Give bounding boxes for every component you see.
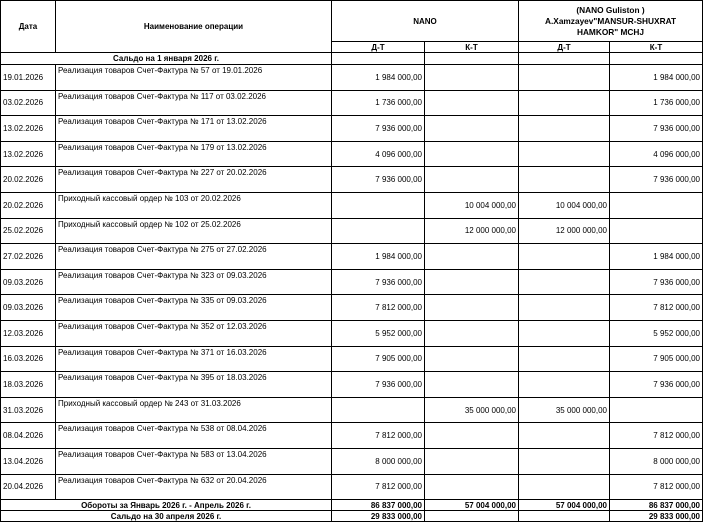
row-operation: Приходный кассовый ордер № 103 от 20.02.2026 [56, 192, 332, 218]
row-date: 08.04.2026 [1, 423, 56, 449]
row-partner-dt [519, 474, 610, 500]
row-partner-dt [519, 423, 610, 449]
row-partner-kt: 1 984 000,00 [610, 244, 703, 270]
table-row [1, 474, 703, 500]
row-partner-dt [519, 116, 610, 142]
table-row [1, 295, 703, 321]
row-partner-dt [519, 320, 610, 346]
row-company-kt [425, 423, 519, 449]
row-partner-kt: 7 812 000,00 [610, 474, 703, 500]
row-date: 03.02.2026 [1, 90, 56, 116]
row-company-dt: 7 812 000,00 [332, 295, 425, 321]
row-date: 31.03.2026 [1, 397, 56, 423]
row-company-kt [425, 269, 519, 295]
row-company-dt [332, 192, 425, 218]
row-company-kt [425, 346, 519, 372]
row-date: 20.02.2026 [1, 192, 56, 218]
row-operation: Реализация товаров Счет-Фактура № 275 от 27.02.2026 [56, 244, 332, 270]
table-row [1, 346, 703, 372]
row-date: 20.02.2026 [1, 167, 56, 193]
row-partner-kt: 7 936 000,00 [610, 167, 703, 193]
table-row [1, 320, 703, 346]
company-header: NANO [332, 1, 519, 42]
row-partner-kt: 7 812 000,00 [610, 423, 703, 449]
row-operation: Приходный кассовый ордер № 243 от 31.03.2026 [56, 397, 332, 423]
closing-company-dt: 29 833 000,00 [332, 511, 425, 522]
row-company-dt: 7 812 000,00 [332, 423, 425, 449]
row-date: 13.02.2026 [1, 116, 56, 142]
table-row [1, 141, 703, 167]
closing-balance-label: Сальдо на 30 апреля 2026 г. [1, 511, 332, 522]
row-partner-dt [519, 90, 610, 116]
row-company-dt: 5 952 000,00 [332, 320, 425, 346]
row-company-kt [425, 448, 519, 474]
row-operation: Реализация товаров Счет-Фактура № 117 от 03.02.2026 [56, 90, 332, 116]
row-company-dt: 1 736 000,00 [332, 90, 425, 116]
operation-header: Наименование операции [56, 1, 332, 53]
row-operation: Реализация товаров Счет-Фактура № 583 от 13.04.2026 [56, 448, 332, 474]
row-partner-kt: 1 984 000,00 [610, 65, 703, 91]
row-operation: Реализация товаров Счет-Фактура № 632 от 20.04.2026 [56, 474, 332, 500]
row-partner-dt [519, 269, 610, 295]
row-operation: Реализация товаров Счет-Фактура № 227 от 20.02.2026 [56, 167, 332, 193]
table-row [1, 218, 703, 244]
row-company-dt [332, 397, 425, 423]
row-company-kt: 10 004 000,00 [425, 192, 519, 218]
row-company-kt [425, 167, 519, 193]
table-row [1, 90, 703, 116]
row-operation: Реализация товаров Счет-Фактура № 395 от 18.03.2026 [56, 372, 332, 398]
row-company-dt [332, 218, 425, 244]
row-company-kt [425, 65, 519, 91]
table-row [1, 244, 703, 270]
row-partner-dt [519, 167, 610, 193]
row-partner-dt [519, 65, 610, 91]
partner-header [519, 1, 703, 42]
row-operation: Реализация товаров Счет-Фактура № 57 от 19.01.2026 [56, 65, 332, 91]
row-partner-dt [519, 141, 610, 167]
company-kt-header: К-Т [425, 42, 519, 53]
row-partner-kt: 7 936 000,00 [610, 372, 703, 398]
row-company-kt [425, 141, 519, 167]
partner-kt-header: К-Т [610, 42, 703, 53]
row-date: 16.03.2026 [1, 346, 56, 372]
row-partner-dt [519, 295, 610, 321]
closing-partner-kt: 29 833 000,00 [610, 511, 703, 522]
table-row [1, 192, 703, 218]
row-company-dt: 7 936 000,00 [332, 269, 425, 295]
row-date: 13.04.2026 [1, 448, 56, 474]
table-row [1, 372, 703, 398]
table-row [1, 423, 703, 449]
row-partner-kt [610, 192, 703, 218]
row-company-kt [425, 90, 519, 116]
turnover-partner-kt: 86 837 000,00 [610, 500, 703, 511]
row-company-kt [425, 320, 519, 346]
row-partner-kt: 7 936 000,00 [610, 116, 703, 142]
header-row [1, 1, 703, 42]
row-company-dt: 7 936 000,00 [332, 116, 425, 142]
turnover-company-kt: 57 004 000,00 [425, 500, 519, 511]
row-partner-kt: 7 905 000,00 [610, 346, 703, 372]
row-partner-dt: 12 000 000,00 [519, 218, 610, 244]
row-company-dt: 7 936 000,00 [332, 372, 425, 398]
row-company-dt: 7 812 000,00 [332, 474, 425, 500]
row-partner-dt [519, 372, 610, 398]
table-row [1, 167, 703, 193]
turnover-row [1, 500, 703, 511]
row-company-kt [425, 474, 519, 500]
opening-balance-row [1, 53, 703, 65]
row-company-dt: 7 936 000,00 [332, 167, 425, 193]
row-partner-kt: 1 736 000,00 [610, 90, 703, 116]
date-header: Дата [1, 1, 56, 53]
row-operation: Реализация товаров Счет-Фактура № 352 от 12.03.2026 [56, 320, 332, 346]
table-row [1, 116, 703, 142]
partner-dt-header: Д-Т [519, 42, 610, 53]
row-operation: Реализация товаров Счет-Фактура № 538 от 08.04.2026 [56, 423, 332, 449]
row-partner-kt: 7 812 000,00 [610, 295, 703, 321]
row-partner-kt: 4 096 000,00 [610, 141, 703, 167]
opening-balance-label: Сальдо на 1 января 2026 г. [1, 53, 332, 65]
row-operation: Реализация товаров Счет-Фактура № 371 от 16.03.2026 [56, 346, 332, 372]
row-company-dt: 1 984 000,00 [332, 244, 425, 270]
row-partner-kt: 7 936 000,00 [610, 269, 703, 295]
row-partner-kt [610, 218, 703, 244]
row-partner-dt: 10 004 000,00 [519, 192, 610, 218]
row-partner-dt [519, 244, 610, 270]
table-row [1, 397, 703, 423]
company-dt-header: Д-Т [332, 42, 425, 53]
row-partner-dt: 35 000 000,00 [519, 397, 610, 423]
row-date: 18.03.2026 [1, 372, 56, 398]
row-partner-dt [519, 448, 610, 474]
row-operation: Реализация товаров Счет-Фактура № 335 от 09.03.2026 [56, 295, 332, 321]
row-partner-dt [519, 346, 610, 372]
row-operation: Реализация товаров Счет-Фактура № 323 от 09.03.2026 [56, 269, 332, 295]
row-date: 20.04.2026 [1, 474, 56, 500]
closing-company-kt [425, 511, 519, 522]
row-operation: Реализация товаров Счет-Фактура № 179 от 13.02.2026 [56, 141, 332, 167]
partner-line-2: A.Xamzayev"MANSUR-SHUXRAT [544, 15, 677, 26]
row-date: 19.01.2026 [1, 65, 56, 91]
row-operation: Приходный кассовый ордер № 102 от 25.02.2026 [56, 218, 332, 244]
row-company-dt: 4 096 000,00 [332, 141, 425, 167]
partner-line-3: HAMKOR" MCHJ [576, 26, 645, 37]
row-company-kt: 35 000 000,00 [425, 397, 519, 423]
row-company-dt: 7 905 000,00 [332, 346, 425, 372]
turnover-company-dt: 86 837 000,00 [332, 500, 425, 511]
row-company-kt [425, 372, 519, 398]
turnover-label: Обороты за Январь 2026 г. - Апрель 2026 г. [1, 500, 332, 511]
row-company-dt: 1 984 000,00 [332, 65, 425, 91]
row-date: 13.02.2026 [1, 141, 56, 167]
row-company-dt: 8 000 000,00 [332, 448, 425, 474]
row-partner-kt: 5 952 000,00 [610, 320, 703, 346]
row-company-kt [425, 244, 519, 270]
partner-line-1: (NANO Guliston ) [576, 4, 645, 15]
row-partner-kt [610, 397, 703, 423]
table-row [1, 448, 703, 474]
row-operation: Реализация товаров Счет-Фактура № 171 от 13.02.2026 [56, 116, 332, 142]
turnover-partner-dt: 57 004 000,00 [519, 500, 610, 511]
row-company-kt [425, 295, 519, 321]
table-row [1, 269, 703, 295]
row-company-kt [425, 116, 519, 142]
row-date: 12.03.2026 [1, 320, 56, 346]
row-company-kt: 12 000 000,00 [425, 218, 519, 244]
closing-balance-row [1, 511, 703, 522]
row-date: 27.02.2026 [1, 244, 56, 270]
row-date: 09.03.2026 [1, 269, 56, 295]
row-partner-kt: 8 000 000,00 [610, 448, 703, 474]
row-date: 09.03.2026 [1, 295, 56, 321]
closing-partner-dt [519, 511, 610, 522]
row-date: 25.02.2026 [1, 218, 56, 244]
table-row [1, 65, 703, 91]
